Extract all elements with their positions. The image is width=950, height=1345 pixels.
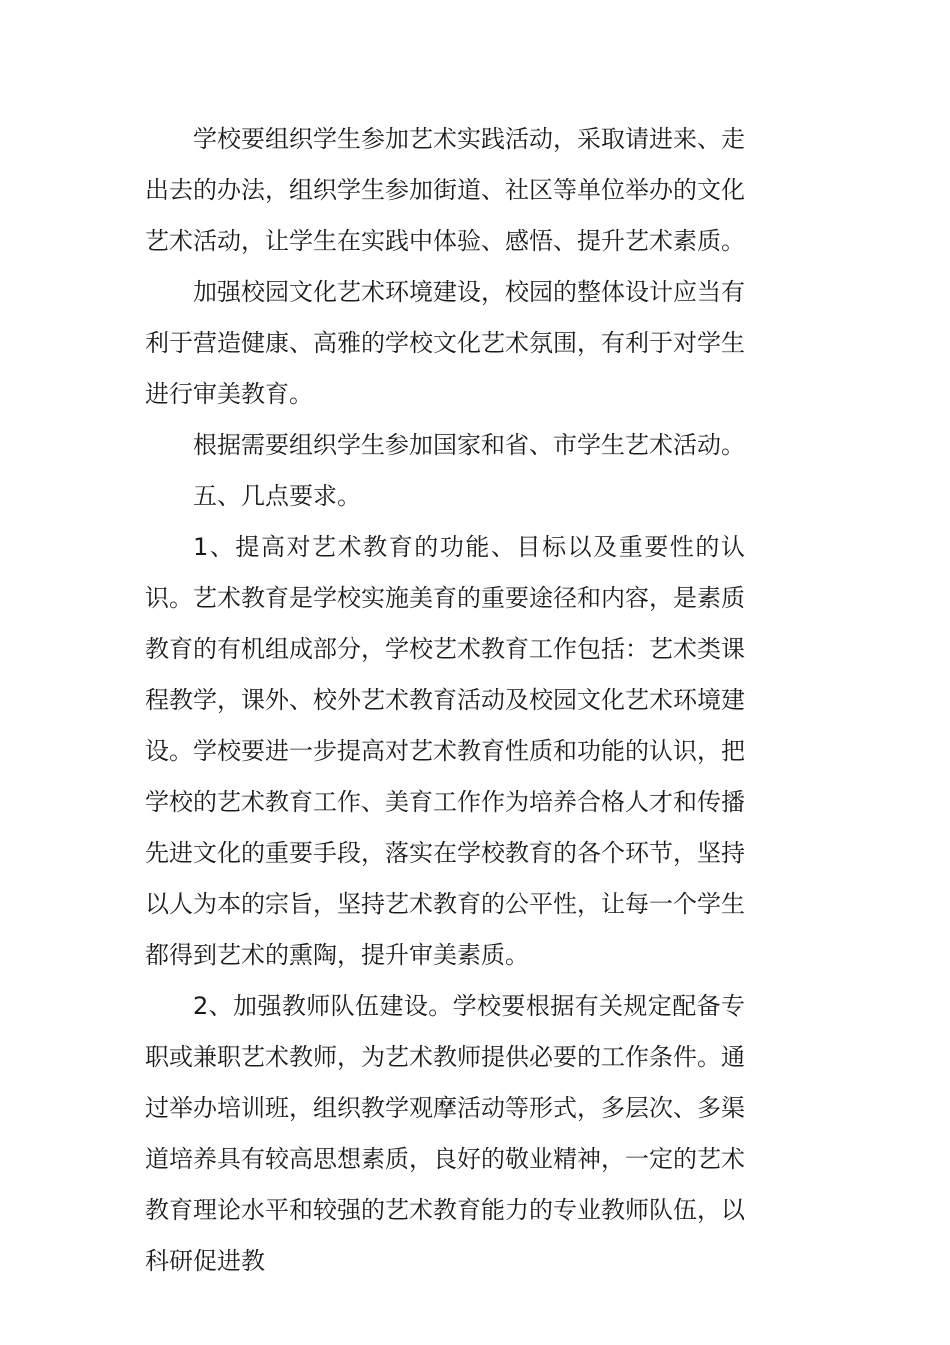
paragraph-campus-environment: 加强校园文化艺术环境建设，校园的整体设计应当有利于营造健康、高雅的学校文化艺术氛围，有利于对学生进行审美教育。	[145, 278, 745, 408]
paragraph-requirement-2: 2、加强教师队伍建设。学校要根据有关规定配备专职或兼职艺术教师，为艺术教师提供必要的工作条件。通过举办培训班，组织教学观摩活动等形式，多层次、多渠道培养具有较高思想素质，良好的敬业精神，一定的艺术教育理论水平和较强的艺术教育能力的专业教师队伍，以科研促进教	[145, 992, 745, 1275]
paragraph-practice-activities: 学校要组织学生参加艺术实践活动，采取请进来、走出去的办法，组织学生参加街道、社区等单位举办的文化艺术活动，让学生在实践中体验、感悟、提升艺术素质。	[145, 125, 745, 255]
document-body	[145, 114, 745, 1287]
paragraph-national-activities: 根据需要组织学生参加国家和省、市学生艺术活动。	[193, 431, 745, 459]
section-heading-requirements: 五、几点要求。	[193, 482, 361, 510]
paragraph-requirement-1: 1、提高对艺术教育的功能、目标以及重要性的认识。艺术教育是学校实施美育的重要途径和内容，是素质教育的有机组成部分，学校艺术教育工作包括：艺术类课程教学，课外、校外艺术教育活动及校园文化艺术环境建设。学校要进一步提高对艺术教育性质和功能的认识，把学校的艺术教育工作、美育工作作为培养合格人才和传播先进文化的重要手段，落实在学校教育的各个环节，坚持以人为本的宗旨，坚持艺术教育的公平性，让每一个学生都得到艺术的熏陶，提升审美素质。	[145, 533, 745, 969]
